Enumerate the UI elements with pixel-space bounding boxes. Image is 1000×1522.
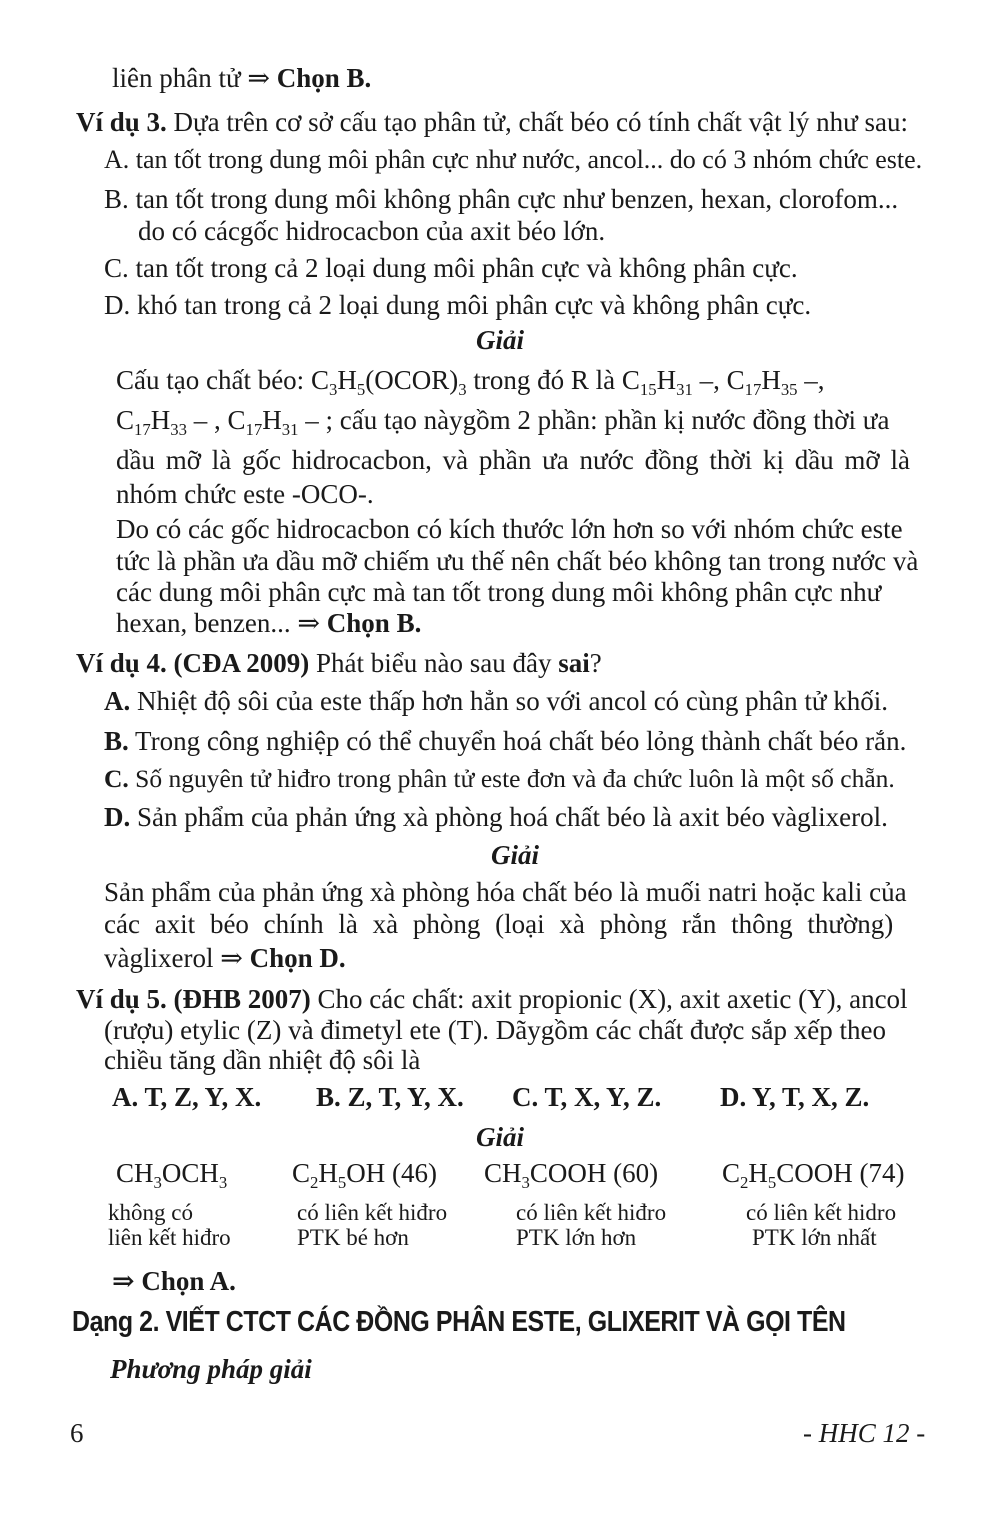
example-4-option-c: C. Số nguyên tử hiđro trong phân tử este đơn và đa chức luôn là một số chẵn. bbox=[104, 764, 895, 793]
compound-4-note: có liên kết hidro PTK lớn nhất bbox=[746, 1200, 897, 1251]
example-5-conclusion: ⇒ Chọn A. bbox=[112, 1266, 236, 1296]
example-5-question-line-1: Ví dụ 5. (ĐHB 2007) Cho các chất: axit propionic (X), axit axetic (Y), ancol bbox=[76, 984, 908, 1014]
solution-heading-3: Giải bbox=[475, 325, 524, 355]
example-3-question: Ví dụ 3. Dựa trên cơ sở cấu tạo phân tử, chất béo có tính chất vật lý như sau: bbox=[76, 107, 909, 137]
example-5-label: Ví dụ 5. (ĐHB 2007) bbox=[76, 984, 311, 1014]
example-3-option-d: D. khó tan trong cả 2 loại dung môi phân cực và không phân cực. bbox=[104, 290, 812, 320]
example-3-option-b: B. tan tốt trong dung môi không phân cực như benzen, hexan, clorofom... bbox=[104, 184, 899, 214]
example-3-solution-line-7: các dung môi phân cực mà tan tốt trong dung môi không phân cực như bbox=[116, 577, 882, 607]
example-3-option-c: C. tan tốt trong cả 2 loại dung môi phân cực và không phân cực. bbox=[104, 253, 798, 283]
example-3-solution-line-5: Do có các gốc hidrocacbon có kích thước lớn hơn so với nhóm chức este bbox=[116, 514, 903, 544]
compound-propionic-acid: $C_2H_5COOH$ (74) bbox=[722, 1158, 905, 1192]
example-3-solution-line-6: tức là phần ưa dầu mỡ chiếm ưu thế nên chất béo không tan trong nước và bbox=[116, 546, 919, 576]
example-5-option-a: A. T, Z, Y, X. bbox=[112, 1082, 262, 1112]
page-number: 6 bbox=[70, 1418, 84, 1448]
compound-acetic-acid: $CH_3COOH$ (60) bbox=[484, 1158, 659, 1192]
compound-ethanol: $C_2H_5OH$ (46) bbox=[292, 1158, 437, 1192]
section-heading: Dạng 2. VIẾT CTCT CÁC ĐỒNG PHÂN ESTE, GLIXERIT VÀ GỌI TÊN bbox=[72, 1306, 846, 1338]
example-3-solution-line-4: nhóm chức este -OCO-. bbox=[116, 479, 374, 509]
example-5-option-d: D. Y, T, X, Z. bbox=[720, 1082, 870, 1112]
compound-3-note: có liên kết hiđro PTK lớn hơn bbox=[516, 1200, 667, 1251]
example-4-label: Ví dụ 4. (CĐA 2009) bbox=[76, 648, 310, 678]
example-3-solution-line-2: $C_{17}H_{33}$ – , $C_{17}H_{31}$ – ; cấu tạo nàygồm 2 phần: phần kị nước đồng thời ưa bbox=[116, 405, 890, 439]
example-4-solution-line-3: vàglixerol ⇒ Chọn D. bbox=[104, 943, 346, 973]
example-4-option-d: D. Sản phẩm của phản ứng xà phòng hoá chất béo là axit béo vàglixerol. bbox=[104, 802, 888, 832]
book-label: - HHC 12 - bbox=[803, 1418, 926, 1448]
continued-line: liên phân tử ⇒ Chọn B. bbox=[112, 63, 372, 93]
example-3-label: Ví dụ 3. bbox=[76, 107, 167, 137]
example-4-solution-line-1: Sản phẩm của phản ứng xà phòng hóa chất béo là muối natri hoặc kali của bbox=[104, 877, 907, 907]
example-4-question: Ví dụ 4. (CĐA 2009) Phát biểu nào sau đây sai? bbox=[76, 648, 602, 678]
example-3-option-a: A. tan tốt trong dung môi phân cực như nước, ancol... do có 3 nhóm chức este. bbox=[104, 145, 923, 174]
example-5-question-line-2: (rượu) etylic (Z) và đimetyl ete (T). Dãygồm các chất được sắp xếp theo bbox=[104, 1015, 887, 1045]
example-4-option-a: A. Nhiệt độ sôi của este thấp hơn hẳn so với ancol có cùng phân tử khối. bbox=[104, 686, 889, 716]
compound-1-note: không có liên kết hiđro bbox=[108, 1200, 231, 1251]
compound-dimethyl-ether: $CH_3OCH_3$ bbox=[116, 1158, 228, 1192]
example-3-option-b-cont: do có cácgốc hidrocacbon của axit béo lớn. bbox=[138, 216, 606, 246]
example-3-solution-line-1: Cấu tạo chất béo: $C_3H_5(OCOR)_3$ trong đó R là $C_{15}H_{31}$ –, $C_{17}H_{35}$ –, bbox=[116, 365, 825, 399]
compound-2-note: có liên kết hiđro PTK bé hơn bbox=[297, 1200, 448, 1251]
example-3-solution-line-8: hexan, benzen... ⇒ Chọn B. bbox=[116, 608, 422, 638]
solution-heading-4: Giải bbox=[490, 840, 539, 870]
example-4-option-b: B. Trong công nghiệp có thể chuyển hoá chất béo lỏng thành chất béo rắn. bbox=[104, 726, 907, 756]
example-5-option-c: C. T, X, Y, Z. bbox=[512, 1082, 662, 1112]
example-4-solution-line-2: các axit béo chính là xà phòng (loại xà phòng rắn thông thường) bbox=[104, 909, 894, 939]
example-5-option-b: B. Z, T, Y, X. bbox=[316, 1082, 464, 1112]
example-3-solution-line-3: dầu mỡ là gốc hidrocacbon, và phần ưa nước đồng thời kị dầu mỡ là bbox=[116, 445, 910, 475]
example-5-question-line-3: chiều tăng dần nhiệt độ sôi là bbox=[104, 1045, 421, 1075]
section-subtitle: Phương pháp giải bbox=[110, 1354, 312, 1384]
solution-heading-5: Giải bbox=[475, 1122, 524, 1152]
